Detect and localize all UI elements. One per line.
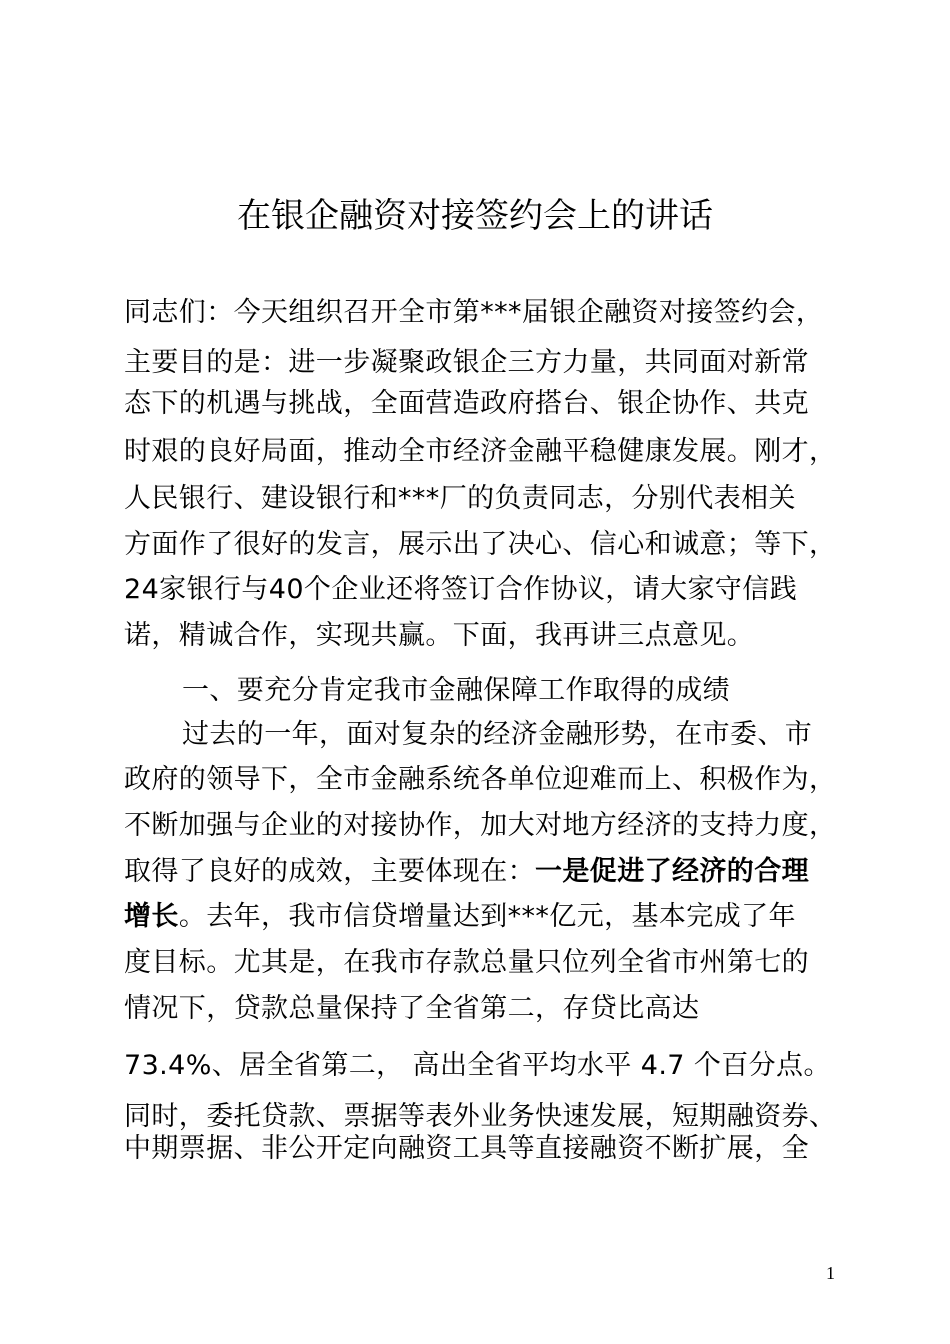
paragraph-line: 情况下，贷款总量保持了全省第二，存贷比高达: [124, 993, 700, 1024]
paragraph-line: 时艰的良好局面，推动全市经济金融平稳健康发展。刚才，: [124, 436, 837, 467]
paragraph-line: 不断加强与企业的对接协作，加大对地方经济的支持力度，: [124, 810, 837, 841]
bold-highlight: 一是促进了经济的合理: [535, 856, 809, 887]
paragraph-line: 同时，委托贷款、票据等表外业务快速发展，短期融资券、: [124, 1101, 837, 1132]
paragraph-line: 方面作了很好的发言，展示出了决心、信心和诚意；等下，: [124, 529, 837, 560]
paragraph-line: 73.4%、居全省第二， 高出全省平均水平 4.7 个百分点。: [124, 1050, 831, 1081]
bold-highlight: 增长: [124, 901, 179, 932]
paragraph-line: 态下的机遇与挑战，全面营造政府搭台、银企协作、共克: [124, 388, 809, 419]
paragraph-line: 过去的一年，面对复杂的经济金融形势，在市委、市: [182, 719, 813, 750]
paragraph-line: 中期票据、非公开定向融资工具等直接融资不断扩展，全: [124, 1133, 809, 1164]
paragraph-line: [124, 853, 809, 891]
document-title: 在银企融资对接签约会上的讲话: [237, 196, 713, 236]
paragraph-line: 诺，精诚合作，实现共赢。下面，我再讲三点意见。: [124, 620, 755, 651]
paragraph-line: 主要目的是：进一步凝聚政银企三方力量，共同面对新常: [124, 347, 809, 378]
paragraph-line: [124, 898, 796, 936]
paragraph-line: 政府的领导下，全市金融系统各单位迎难而上、积极作为，: [124, 764, 837, 795]
paragraph-line: 度目标。尤其是，在我市存款总量只位列全省市州第七的: [124, 947, 809, 978]
paragraph-line: 同志们：今天组织召开全市第***届银企融资对接签约会，: [124, 297, 824, 328]
paragraph-text: 取得了良好的成效，主要体现在：: [124, 856, 535, 887]
paragraph-text: 。去年，我市信贷增量达到***亿元，基本完成了年: [178, 901, 796, 932]
section-heading: 一、要充分肯定我市金融保障工作取得的成绩: [182, 675, 730, 706]
paragraph-line: 24家银行与40个企业还将签订合作协议，请大家守信践: [124, 574, 798, 605]
page-number: 1: [826, 1263, 835, 1283]
paragraph-line: 人民银行、建设银行和***厂的负责同志，分别代表相关: [124, 483, 796, 514]
